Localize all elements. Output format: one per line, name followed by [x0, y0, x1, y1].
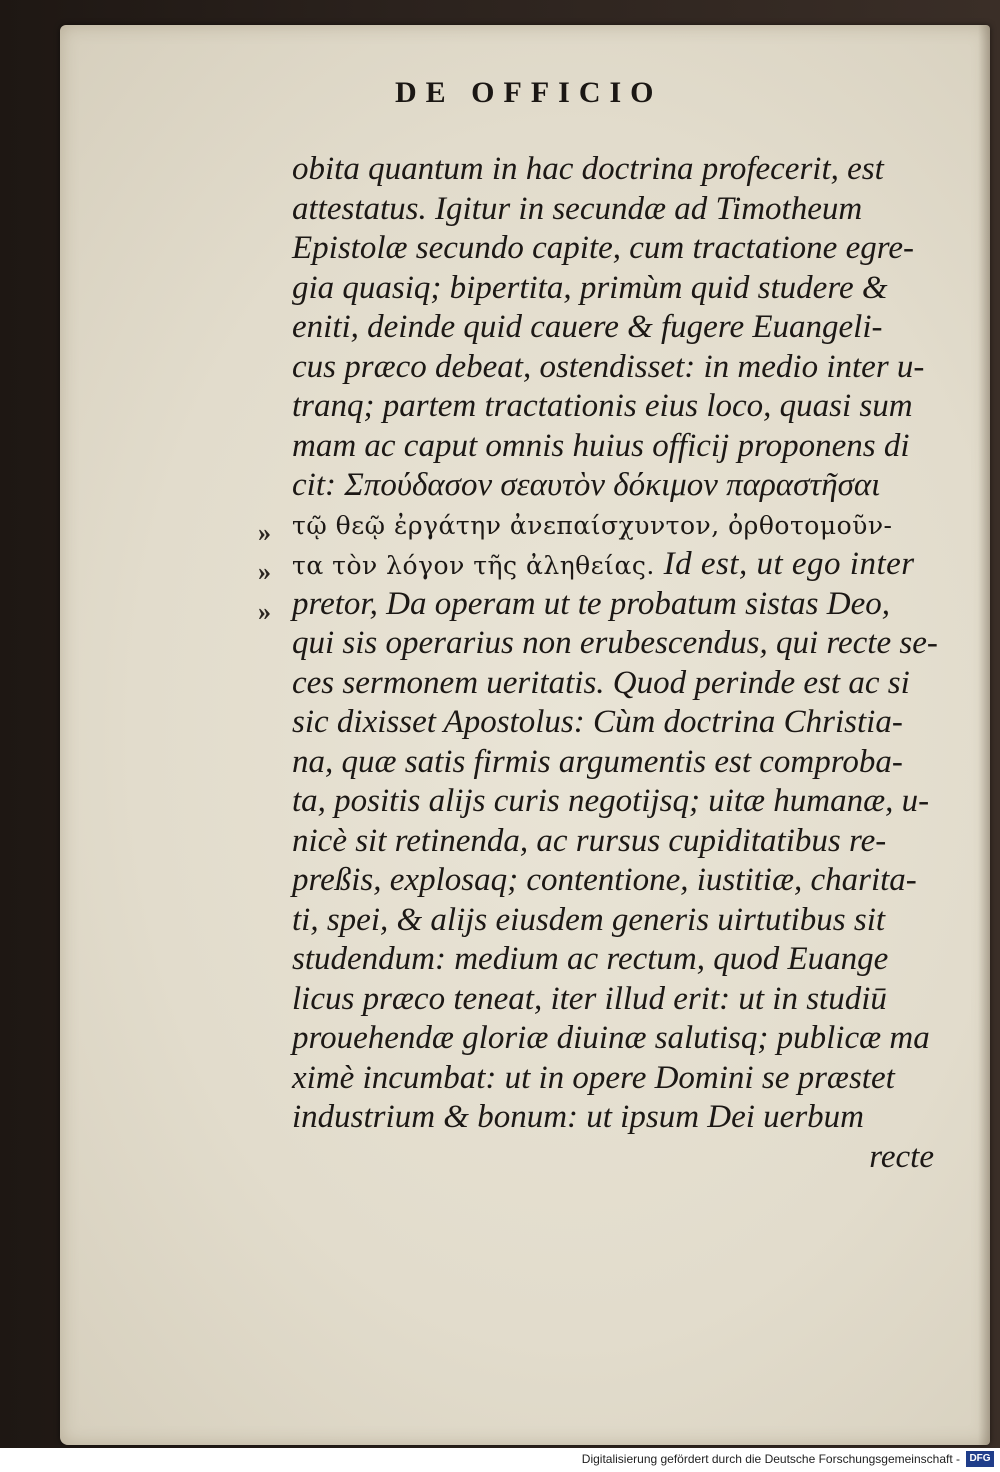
text-line: cus præco debeat, ostendisset: in medio inter u- — [292, 348, 925, 385]
text-line: mam ac caput omnis huius officij proponens di — [292, 427, 910, 464]
greek-segment: τα τὸν λόγον τῆς ἀληθείας. — [292, 551, 655, 580]
body-text — [292, 150, 942, 1177]
text-line: ta, positis alijs curis negotijsq; uitæ humanæ, u- — [292, 783, 930, 819]
text-line: eniti, deinde quid cauere & fugere Euangeli- — [292, 309, 883, 345]
quotation-mark: » — [258, 518, 271, 547]
text-line: preßis, explosaq; contentione, iustitiæ, charita- — [292, 862, 917, 898]
greek-text-line: cit: Σπούδασον σεαυτὸν δόκιμον παραστῆσαι — [292, 467, 881, 503]
text-line: Epistolæ secundo capite, cum tractatione egre- — [292, 230, 914, 266]
running-head: DE OFFICIO — [395, 76, 663, 109]
text-line: tranq; partem tractationis eius loco, quasi sum — [292, 388, 913, 424]
text-line: na, quæ satis firmis argumentis est comproba- — [292, 743, 903, 780]
greek-text-line: τῷ θεῷ ἐργάτην ἀνεπαίσχυντον, ὀρθοτομοῦν- — [292, 510, 893, 540]
text-line: obita quantum in hac doctrina profecerit, est — [292, 151, 884, 187]
text-line: prouehendæ gloriæ diuinæ salutisq; publicæ ma — [292, 1020, 930, 1056]
dfg-logo-icon: DFG — [966, 1451, 994, 1467]
catchword: recte — [869, 1138, 934, 1175]
footer-credit: Digitalisierung gefördert durch die Deutsche Forschungsgemeinschaft - — [581, 1452, 960, 1466]
text-line: industrium & bonum: ut ipsum Dei uerbum — [292, 1099, 864, 1135]
text-line: ti, spei, & alijs eiusdem generis uirtutibus sit — [292, 901, 886, 938]
latin-segment: Id est, ut ego inter — [654, 546, 915, 582]
page-edge-shadow — [978, 25, 990, 1445]
text-line: qui sis operarius non erubescendus, qui recte se- — [292, 625, 938, 661]
text-line: ximè incumbat: ut in opere Domini se præstet — [292, 1059, 895, 1096]
text-line: licus præco teneat, iter illud erit: ut in studiū — [292, 980, 887, 1017]
text-line: ces sermonem ueritatis. Quod perinde est ac si — [292, 664, 910, 701]
text-line: pretor, Da operam ut te probatum sistas Deo, — [292, 585, 890, 622]
greek-text-line — [292, 545, 942, 585]
text-line: nicè sit retinenda, ac rursus cupiditatibus re- — [292, 822, 887, 859]
text-line: studendum: medium ac rectum, quod Euange — [292, 941, 889, 977]
quotation-mark: » — [258, 597, 271, 626]
text-line: sic dixisset Apostolus: Cùm doctrina Christia- — [292, 704, 903, 740]
text-line: attestatus. Igitur in secundæ ad Timotheum — [292, 190, 863, 227]
quotation-mark: » — [258, 557, 271, 586]
text-line: gia quasiq; bipertita, primùm quid studere & — [292, 269, 888, 306]
